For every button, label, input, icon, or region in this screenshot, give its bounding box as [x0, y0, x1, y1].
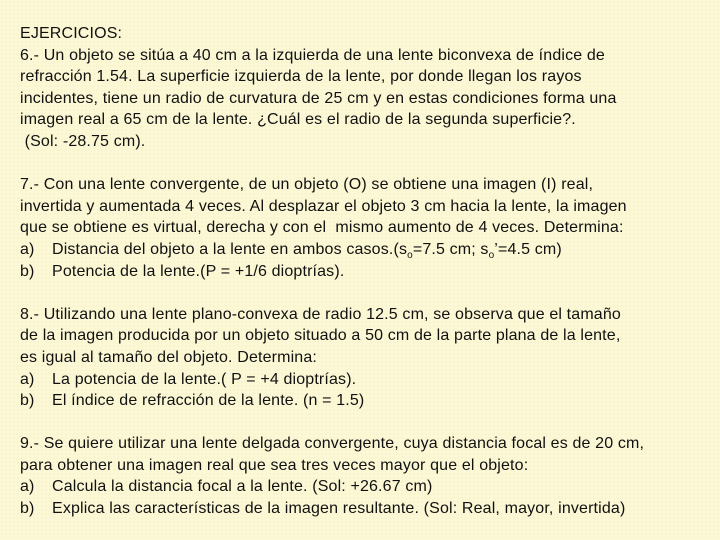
item-a-text: La potencia de la lente.( P = +4 dioptrías).: [52, 370, 357, 388]
exercise-9-line: 9.- Se quiere utilizar una lente delgada convergente, cuya distancia focal es de 20 cm,: [20, 435, 645, 453]
item-b-text: Potencia de la lente.(P = +1/6 dioptrías).: [52, 262, 345, 280]
subscript-o: o: [407, 250, 413, 262]
paragraph-gap: [20, 153, 716, 175]
item-a-label: a): [20, 240, 35, 258]
item-a-label: a): [20, 370, 35, 388]
exercise-7: [20, 174, 716, 282]
exercise-6-line: incidentes, tiene un radio de curvatura de 25 cm y en estas condiciones forma una: [20, 89, 617, 107]
item-b-label: b): [20, 500, 35, 518]
exercise-8: [20, 304, 716, 412]
exercise-9-item-b: [20, 498, 716, 520]
subscript-o: o: [488, 250, 495, 262]
item-b-label: b): [20, 262, 35, 280]
exercise-9-item-a: [20, 476, 716, 498]
exercise-7-item-a: [20, 239, 716, 261]
item-a-text: Calcula la distancia focal a la lente. (Sol: +26.67 cm): [52, 478, 433, 496]
item-b-text: Explica las características de la imagen resultante. (Sol: Real, mayor, invertida): [52, 500, 626, 518]
exercise-8-line: es igual al tamaño del objeto. Determina:: [20, 348, 317, 366]
exercise-9: [20, 433, 716, 519]
exercise-8-line: de la imagen producida por un objeto situado a 50 cm de la parte plana de la lente,: [20, 327, 621, 345]
item-a-label: a): [20, 478, 35, 496]
item-a-text-end: ’=4.5 cm): [494, 240, 562, 258]
item-b-text: El índice de refracción de la lente. (n = 1.5): [52, 392, 365, 410]
item-a-text-mid: =7.5 cm; s: [412, 240, 489, 258]
document-body: [20, 23, 716, 520]
exercise-8-item-a: [20, 369, 716, 391]
exercise-6: [20, 45, 716, 153]
exercise-7-line: invertida y aumentada 4 veces. Al desplazar el objeto 3 cm hacia la lente, la imagen: [20, 197, 627, 215]
exercise-7-line: que se obtiene es virtual, derecha y con el mismo aumento de 4 veces. Determina:: [20, 219, 624, 237]
exercise-7-item-b: [20, 261, 716, 283]
item-b-label: b): [20, 392, 35, 410]
page-heading: EJERCICIOS:: [20, 25, 123, 42]
exercise-6-line: refracción 1.54. La superficie izquierda de la lente, por donde llegan los rayos: [20, 68, 582, 86]
exercise-6-line: imagen real a 65 cm de la lente. ¿Cuál es el radio de la segunda superficie?.: [20, 111, 576, 129]
exercise-9-line: para obtener una imagen real que sea tres veces mayor que el objeto:: [20, 456, 529, 474]
exercise-8-item-b: [20, 390, 716, 412]
paragraph-gap: [20, 282, 716, 304]
exercise-6-line: 6.- Un objeto se sitúa a 40 cm a la izquierda de una lente biconvexa de índice de: [20, 46, 605, 64]
item-a-text: Distancia del objeto a la lente en ambos casos.(s: [52, 240, 408, 258]
exercise-8-line: 8.- Utilizando una lente plano-convexa de radio 12.5 cm, se observa que el tamaño: [20, 305, 621, 323]
exercise-6-solution: (Sol: -28.75 cm).: [20, 132, 146, 150]
exercise-7-line: 7.- Con una lente convergente, de un objeto (O) se obtiene una imagen (I) real,: [20, 176, 594, 194]
paragraph-gap: [20, 412, 716, 434]
